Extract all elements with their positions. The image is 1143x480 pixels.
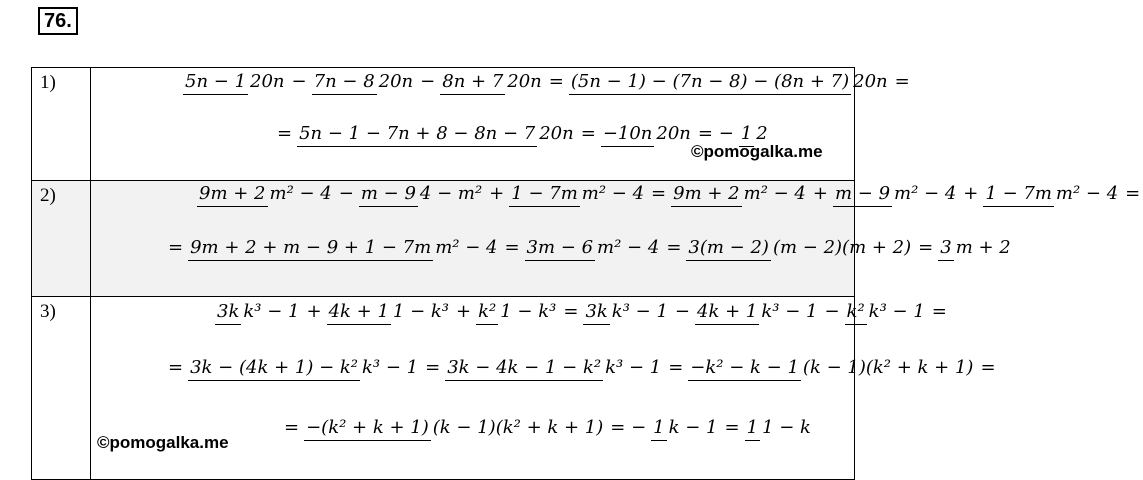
denominator: 2 <box>756 123 768 144</box>
numerator: 1 − 7m <box>983 183 1054 207</box>
denominator: m² − 4 <box>597 237 660 258</box>
denominator: 1 − k³ <box>392 301 450 322</box>
fraction <box>195 183 336 204</box>
fraction <box>186 357 422 378</box>
math-line <box>281 417 815 438</box>
denominator: m² − 4 <box>581 183 645 204</box>
numerator: 3k <box>215 301 241 325</box>
math-line <box>195 183 1143 204</box>
denominator: 20n <box>539 123 574 144</box>
fraction <box>649 417 721 438</box>
row-math <box>91 297 996 480</box>
denominator: 20n <box>378 71 414 92</box>
numerator: 3k <box>583 301 609 325</box>
numerator: 9m + 2 <box>197 183 268 207</box>
fraction <box>213 301 303 322</box>
denominator: m + 2 <box>955 237 1011 258</box>
fraction <box>843 301 929 322</box>
math-operator: + <box>963 183 979 204</box>
math-operator: = <box>931 301 947 322</box>
math-operator: − <box>420 71 436 92</box>
numerator: 9m + 2 <box>671 183 742 207</box>
denominator: k − 1 <box>668 417 718 438</box>
math-operator: − <box>674 301 690 322</box>
numerator: m − 9 <box>833 183 892 207</box>
fraction <box>523 237 664 258</box>
fraction <box>737 123 772 144</box>
fraction <box>310 71 418 92</box>
numerator: 1 <box>739 123 754 147</box>
fraction <box>302 417 607 438</box>
denominator: 20n <box>656 123 691 144</box>
math-operator: = <box>168 357 184 378</box>
math-operator: = <box>668 357 684 378</box>
math-operator: − <box>338 183 354 204</box>
math-operator: = <box>277 123 293 144</box>
fraction <box>669 183 810 204</box>
math-operator: + <box>306 301 322 322</box>
numerator: 1 <box>745 417 760 441</box>
numerator: 8n + 7 <box>440 71 505 95</box>
denominator: 20n <box>250 71 285 92</box>
math-operator: = <box>168 237 184 258</box>
denominator: 1 − k³ <box>500 301 557 322</box>
fraction <box>443 357 665 378</box>
fraction <box>438 71 546 92</box>
math-operator: = <box>894 71 910 92</box>
denominator: m² − 4 <box>743 183 806 204</box>
denominator: m² − 4 <box>1055 183 1119 204</box>
fraction <box>507 183 648 204</box>
math-operator: = <box>980 357 996 378</box>
fraction <box>325 301 453 322</box>
denominator: 20n <box>853 71 888 92</box>
problem-number: 76. <box>38 7 78 35</box>
numerator: 5n − 1 − 7n + 8 − 8n − 7 <box>297 123 537 147</box>
math-line <box>165 237 1015 258</box>
denominator: (k − 1)(k² + k + 1) <box>802 357 974 378</box>
numerator: 3(m − 2) <box>686 237 771 261</box>
numerator: 3k − (4k + 1) − k² <box>188 357 360 381</box>
math-operator: − <box>824 301 840 322</box>
table-row <box>32 297 855 480</box>
numerator: 3m − 6 <box>525 237 596 261</box>
fraction <box>936 237 1015 258</box>
fraction <box>686 357 977 378</box>
denominator: 20n <box>507 71 542 92</box>
row-label: 2) <box>32 181 91 297</box>
numerator: (5n − 1) − (7n − 8) − (8n + 7) <box>569 71 851 95</box>
math-operator: + <box>812 183 828 204</box>
numerator: 3k − 4k − 1 − k² <box>445 357 603 381</box>
denominator: (m − 2)(m + 2) <box>772 237 912 258</box>
denominator: k³ − 1 <box>761 301 818 322</box>
math-line <box>274 123 772 144</box>
denominator: 4 − m² <box>419 183 483 204</box>
denominator: k³ − 1 <box>868 301 925 322</box>
numerator: −k² − k − 1 <box>688 357 801 381</box>
numerator: 5n − 1 <box>183 71 248 95</box>
denominator: k³ − 1 <box>611 301 668 322</box>
numerator: 7n − 8 <box>312 71 377 95</box>
row-math <box>91 181 1141 297</box>
denominator: k³ − 1 <box>243 301 300 322</box>
row-label: 1) <box>32 68 91 181</box>
fraction <box>599 123 695 144</box>
denominator: 1 − k <box>762 417 811 438</box>
math-operator: = − <box>610 417 647 438</box>
fraction <box>474 301 560 322</box>
numerator: k² <box>845 301 867 325</box>
numerator: 4k + 1 <box>327 301 391 325</box>
math-operator: + <box>489 183 505 204</box>
math-operator: = <box>504 237 520 258</box>
numerator: 4k + 1 <box>695 301 759 325</box>
fraction <box>181 71 289 92</box>
numerator: −10n <box>601 123 655 147</box>
numerator: −(k² + k + 1) <box>304 417 431 441</box>
numerator: k² <box>476 301 498 325</box>
fraction <box>567 71 892 92</box>
denominator: k³ − 1 <box>362 357 419 378</box>
fraction <box>684 237 915 258</box>
math-operator: = <box>724 417 740 438</box>
math-operator: = <box>666 237 682 258</box>
math-operator: = − <box>697 123 734 144</box>
watermark: ©pomogalka.me <box>97 433 229 452</box>
denominator: m² − 4 <box>269 183 332 204</box>
math-operator: = <box>563 301 579 322</box>
fraction <box>981 183 1122 204</box>
table-row <box>32 68 855 181</box>
math-operator: = <box>425 357 441 378</box>
numerator: 3 <box>938 237 953 261</box>
table-row <box>32 181 855 297</box>
watermark: ©pomogalka.me <box>691 142 823 161</box>
numerator: 9m + 2 + m − 9 + 1 − 7m <box>188 237 433 261</box>
fraction <box>295 123 578 144</box>
denominator: m² − 4 <box>435 237 498 258</box>
math-operator: = <box>651 183 667 204</box>
math-line <box>181 71 913 92</box>
fraction <box>693 301 821 322</box>
math-operator: = <box>1125 183 1141 204</box>
math-operator: − <box>291 71 307 92</box>
math-operator: = <box>918 237 934 258</box>
math-operator: = <box>548 71 564 92</box>
math-operator: = <box>580 123 596 144</box>
math-line <box>165 357 999 378</box>
row-label: 3) <box>32 297 91 480</box>
fraction <box>581 301 671 322</box>
row-math <box>91 68 910 181</box>
fraction <box>831 183 960 204</box>
fraction <box>357 183 486 204</box>
denominator: (k − 1)(k² + k + 1) <box>432 417 604 438</box>
fraction <box>743 417 815 438</box>
math-operator: = <box>284 417 300 438</box>
denominator: k³ − 1 <box>605 357 662 378</box>
numerator: m − 9 <box>359 183 418 207</box>
numerator: 1 <box>651 417 666 441</box>
solution-table <box>31 67 1141 480</box>
numerator: 1 − 7m <box>509 183 580 207</box>
denominator: m² − 4 <box>894 183 957 204</box>
math-line <box>213 301 950 322</box>
math-operator: + <box>456 301 472 322</box>
fraction <box>186 237 501 258</box>
